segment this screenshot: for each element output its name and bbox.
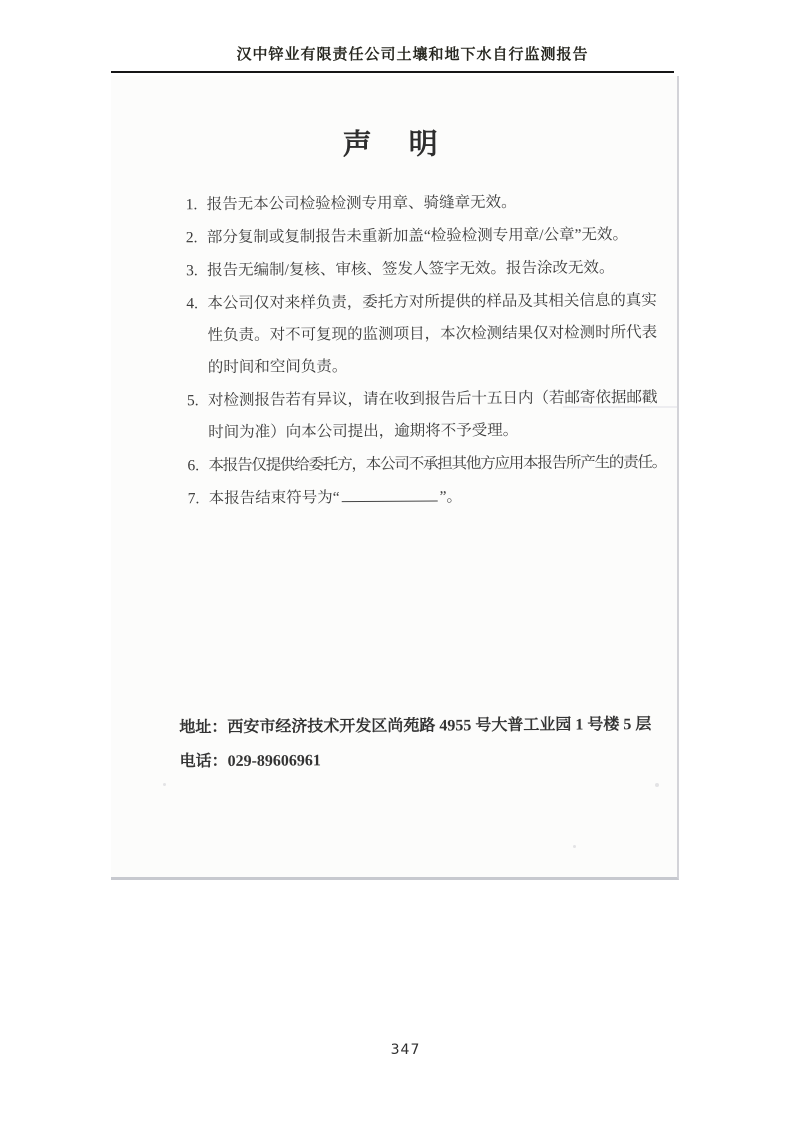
- item-line: 性负责。对不可复现的监测项目，本次检测结果仅对检测时所代表: [207, 323, 658, 345]
- statement-item-6: [187, 447, 665, 482]
- scanned-statement-page: [111, 76, 679, 880]
- item-number: 1.: [185, 196, 198, 214]
- statement-item-5: [187, 382, 665, 449]
- item-number: 6.: [187, 457, 200, 475]
- address-label: 地址：: [179, 718, 228, 737]
- statement-item-7: [188, 480, 666, 515]
- address-text: 西安市经济技术开发区尚苑路 4955 号大普工业园 1 号楼 5 层: [227, 716, 652, 736]
- header-title: 汉中锌业有限责任公司土壤和地下水自行监测报告: [236, 47, 589, 63]
- statement-item-4: [186, 285, 665, 384]
- statement-list: [186, 186, 666, 516]
- item-line: 部分复制或复制报告未重新加盖“检验检测专用章/公章”无效。: [206, 226, 629, 247]
- end-symbol-text-before: 本报告结束符号为“: [208, 489, 340, 508]
- item-number: 2.: [185, 229, 198, 247]
- item-line: [209, 480, 666, 515]
- phone-text: 029-89606961: [227, 752, 321, 770]
- item-line: 报告无编制/复核、审核、签发人签字无效。报告涂改无效。: [207, 259, 615, 280]
- item-line: 时间为准）向本公司提出，逾期将不予受理。: [208, 421, 519, 442]
- phone-row: [179, 742, 651, 779]
- page-number: 347: [390, 1042, 421, 1058]
- item-number: 3.: [186, 262, 198, 280]
- statement-title: 声 明: [342, 128, 442, 162]
- contact-block: [179, 708, 651, 779]
- item-line: 对检测报告若有异议，请在收到报告后十五日内（若邮寄依据邮戳: [207, 388, 658, 410]
- address-row: [179, 708, 651, 745]
- end-symbol-text-after: ”。: [439, 488, 463, 506]
- item-line: 报告无本公司检验检测专用章、骑缝章无效。: [206, 193, 517, 214]
- item-line: 本公司仅对来样负责，委托方对所提供的样品及其相关信息的真实: [207, 291, 657, 313]
- item-number: 4.: [186, 295, 199, 313]
- item-number: 7.: [187, 490, 200, 508]
- header-divider: [111, 71, 674, 73]
- statement-item-3: [186, 252, 664, 287]
- scan-content: [109, 74, 681, 879]
- statement-item-2: [186, 219, 664, 254]
- item-line: 的时间和空间负责。: [207, 358, 348, 377]
- end-symbol-blank: [342, 497, 438, 503]
- item-number: 5.: [186, 392, 199, 410]
- item-line: 本报告仅提供给委托方，本公司不承担其他方应用本报告所产生的责任。: [208, 453, 667, 475]
- statement-item-1: [186, 186, 664, 221]
- phone-label: 电话：: [179, 752, 228, 771]
